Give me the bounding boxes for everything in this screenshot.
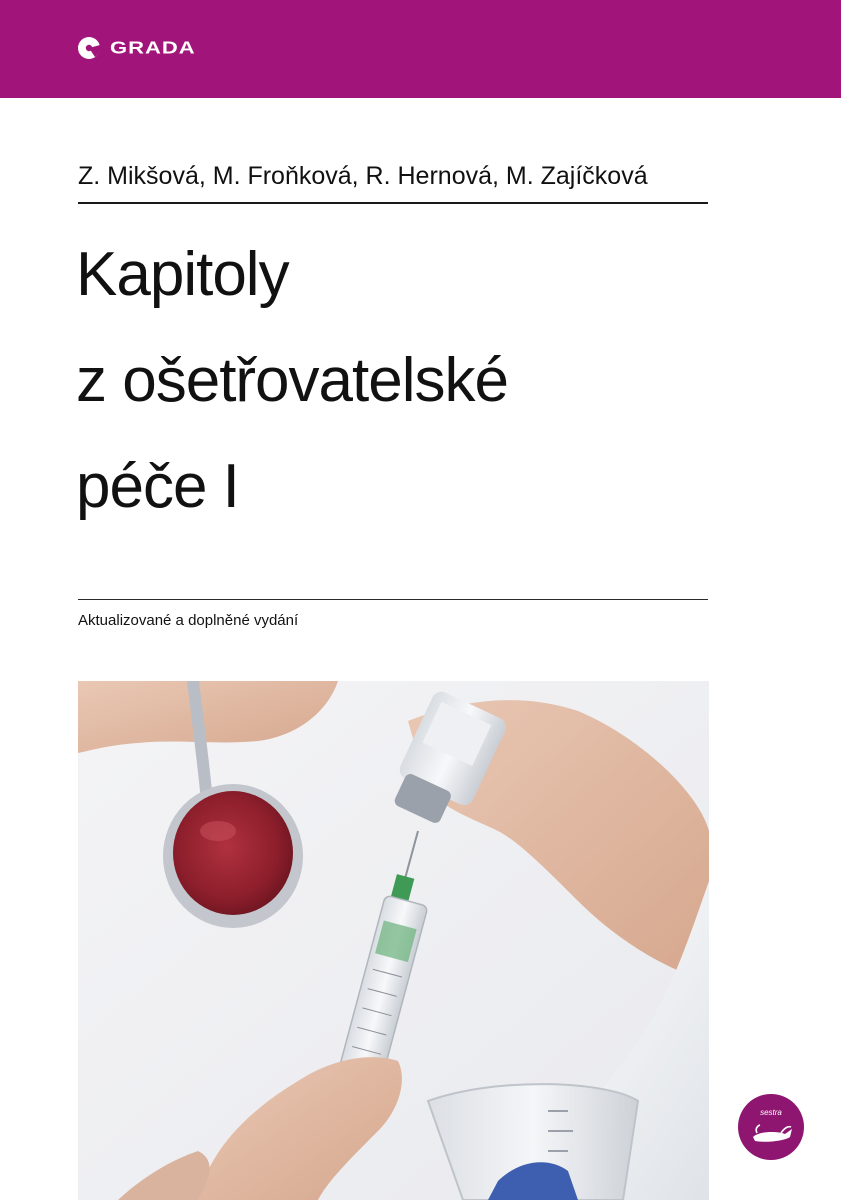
- publisher-name: GRADA: [110, 37, 196, 58]
- edition-subtitle: Aktualizované a doplněné vydání: [78, 612, 299, 629]
- authors-divider: [78, 202, 708, 204]
- title-line-3: péče I: [76, 452, 239, 521]
- title-line-2: z ošetřovatelské: [76, 346, 508, 415]
- cover-photo: [78, 681, 709, 1200]
- title-line-1: Kapitoly: [76, 240, 289, 309]
- subtitle-divider: [78, 599, 708, 600]
- publisher-logo: [76, 30, 196, 66]
- series-badge: [737, 1093, 805, 1161]
- publisher-band: [0, 0, 841, 98]
- series-badge-label: sestra: [760, 1108, 782, 1117]
- authors: Z. Mikšová, M. Froňková, R. Hernová, M. Zajíčková: [78, 162, 648, 190]
- grada-logo-icon: [76, 35, 102, 61]
- book-title: [76, 222, 776, 540]
